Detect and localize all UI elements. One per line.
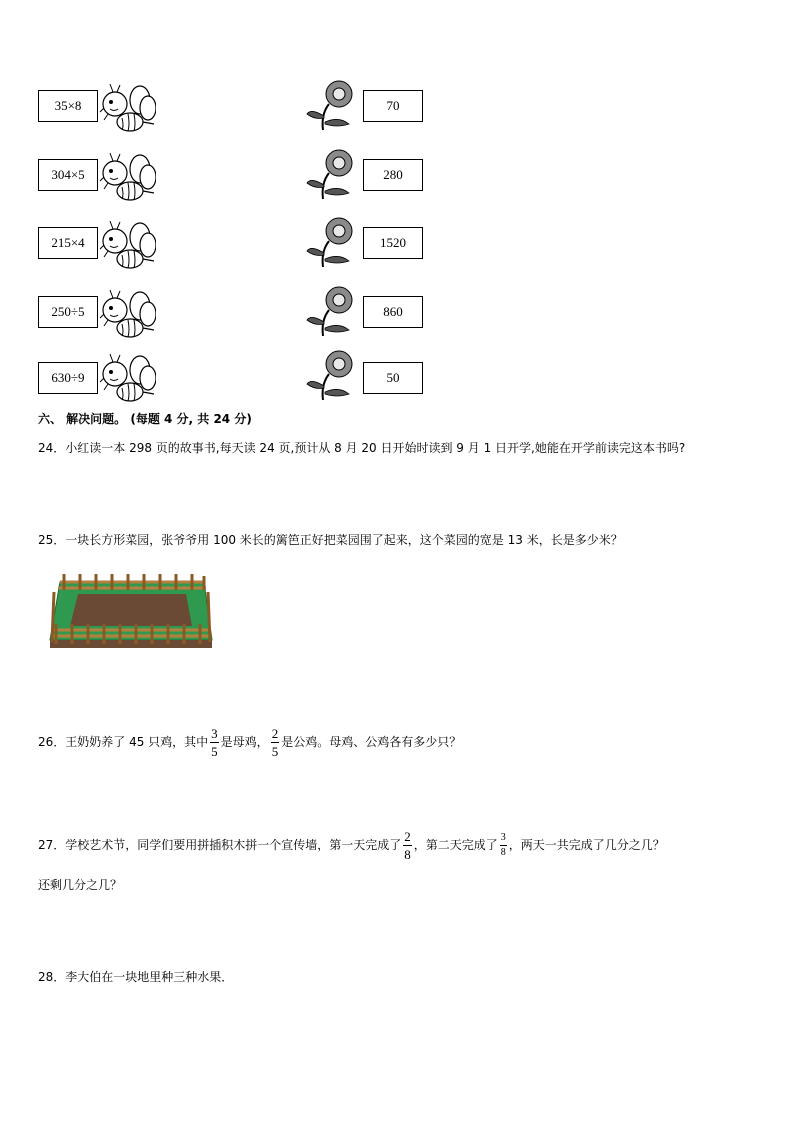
fraction-numerator: 3 bbox=[211, 726, 218, 741]
fraction-numerator: 2 bbox=[404, 829, 411, 844]
question-27 bbox=[38, 828, 665, 862]
question-28: 28．李大伯在一块地里种三种水果． bbox=[38, 970, 234, 984]
question-27-text-end: ，两天一共完成了几分之几？ bbox=[508, 838, 665, 852]
question-27-text-mid: ，第二天完成了 bbox=[413, 838, 498, 852]
fraction-denominator: 8 bbox=[404, 847, 411, 862]
flower-icon bbox=[305, 80, 359, 134]
section-heading: 六、 解决问题。 (每题 4 分, 共 24 分) bbox=[38, 412, 252, 426]
answer-box: 1520 bbox=[363, 227, 423, 259]
fraction-denominator: 5 bbox=[271, 744, 279, 759]
expression-box: 250÷5 bbox=[38, 296, 98, 328]
expression-box: 304×5 bbox=[38, 159, 98, 191]
bee-icon bbox=[98, 286, 156, 344]
bee-icon bbox=[98, 149, 156, 207]
answer-box: 70 bbox=[363, 90, 423, 122]
answer-box: 50 bbox=[363, 362, 423, 394]
answer-box: 860 bbox=[363, 296, 423, 328]
expression-box: 630÷9 bbox=[38, 362, 98, 394]
fraction-denominator: 8 bbox=[500, 847, 506, 858]
question-26-text-start: 26．王奶奶养了 45 只鸡，其中 bbox=[38, 735, 209, 749]
expression-box: 35×8 bbox=[38, 90, 98, 122]
flower-icon bbox=[305, 350, 359, 404]
flower-icon bbox=[305, 217, 359, 271]
question-25: 25．一块长方形菜园，张爷爷用 100 米长的篱笆正好把菜园围了起来，这个菜园的宽是 13 米，长是多少米？ bbox=[38, 533, 623, 547]
question-26-text-mid: 是母鸡， bbox=[220, 735, 269, 749]
question-26-text-end: 是公鸡。母鸡、公鸡各有多少只？ bbox=[281, 735, 462, 749]
question-26 bbox=[38, 725, 461, 759]
fraction bbox=[210, 727, 219, 758]
bee-icon bbox=[98, 217, 156, 275]
flower-icon bbox=[305, 149, 359, 203]
fraction bbox=[271, 727, 280, 758]
flower-icon bbox=[305, 286, 359, 340]
fraction-denominator: 5 bbox=[211, 744, 218, 759]
fraction bbox=[403, 830, 412, 861]
question-24: 24．小红读一本 298 页的故事书,每天读 24 页,预计从 8 月 20 日开始时读到 9 月 1 日开学,她能在开学前读完这本书吗? bbox=[38, 441, 686, 455]
fraction-numerator: 3 bbox=[500, 833, 507, 846]
expression-box: 215×4 bbox=[38, 227, 98, 259]
bee-icon bbox=[98, 350, 156, 408]
question-27-line-2: 还剩几分之几？ bbox=[38, 878, 123, 892]
garden-fence-illustration bbox=[46, 568, 216, 650]
bee-icon bbox=[98, 80, 156, 138]
fraction bbox=[500, 833, 507, 858]
fraction-numerator: 2 bbox=[271, 726, 279, 741]
answer-box: 280 bbox=[363, 159, 423, 191]
question-27-text-start: 27．学校艺术节，同学们要用拼插积木拼一个宣传墙，第一天完成了 bbox=[38, 838, 402, 852]
